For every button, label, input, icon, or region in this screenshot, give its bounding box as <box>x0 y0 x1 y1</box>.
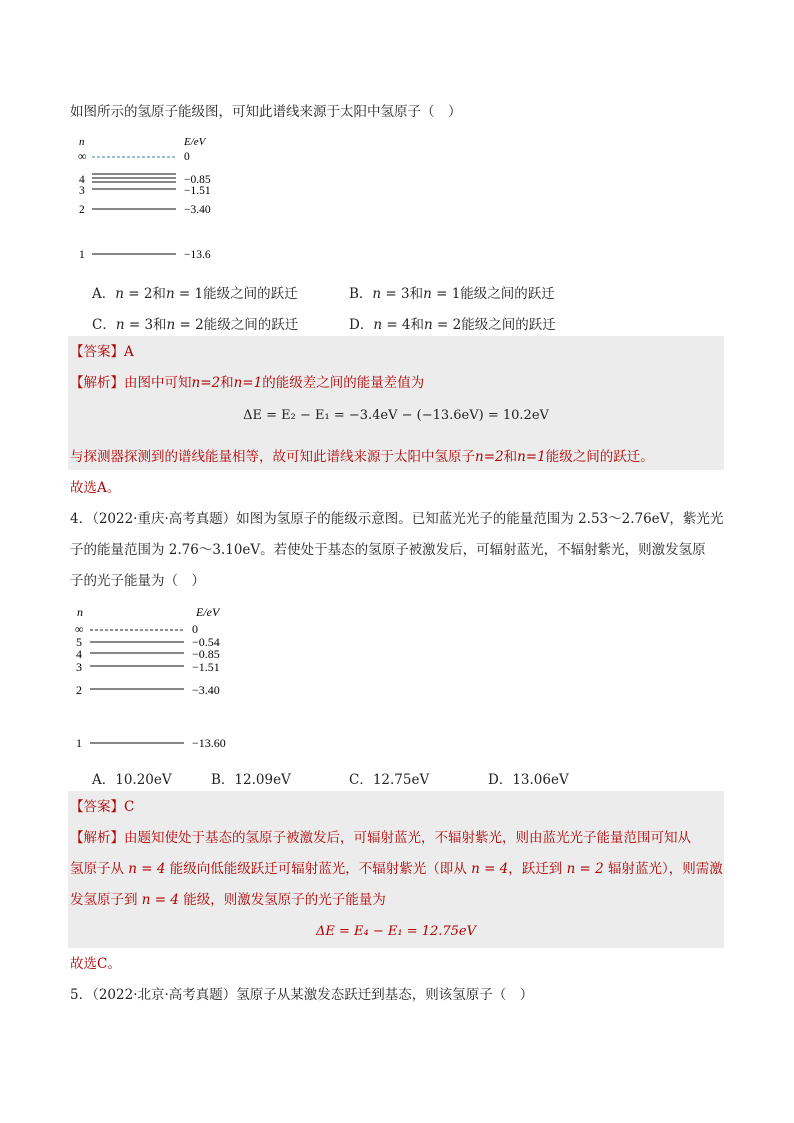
q4-analysis-line-3: 发氢原子到 n = 4 能级，则激发氢原子的光子能量为 <box>70 892 386 908</box>
q4-energy-level-diagram <box>70 602 280 752</box>
q3-level-3-e: −1.51 <box>184 185 211 197</box>
q4-level-2-n: 2 <box>76 683 82 697</box>
q4-level-4-e: −0.85 <box>192 647 220 661</box>
q3-answer-value: A <box>124 344 134 360</box>
q3-option-a[interactable]: A．n = 2和n = 1能级之间的跃迁 <box>92 286 298 302</box>
q3-level-4-n: 4 <box>79 174 85 186</box>
q4-level-3-n: 3 <box>76 660 82 674</box>
q4-level-inf-e: 0 <box>192 622 198 636</box>
q3-e-header: E/eV <box>184 136 206 148</box>
q4-level-3-e: −1.51 <box>192 660 220 674</box>
q3-n-header: n <box>79 136 85 148</box>
q3-answer <box>70 343 134 361</box>
q4-level-5-e: −0.54 <box>192 635 220 649</box>
q3-choice: 故选A。 <box>70 480 121 496</box>
q3-level-3-n: 3 <box>79 185 85 197</box>
q5-stem: 5．（2022·北京·高考真题）氢原子从某激发态跃迁到基态，则该氢原子（ ） <box>70 987 534 1003</box>
q4-stem-line-3: 子的光子能量为（ ） <box>70 573 205 589</box>
q4-choice: 故选C。 <box>70 956 121 972</box>
q3-level-1-e: −13.6 <box>184 249 211 261</box>
q4-formula: ΔE = E₄ − E₁ = 12.75eV <box>315 924 477 939</box>
q4-stem-line-2: 子的能量范围为 2.76～3.10eV。若使处于基态的氢原子被激发后，可辐射蓝光，不辐射紫光，则激发氢原 <box>70 542 706 558</box>
q4-level-4-n: 4 <box>76 647 82 661</box>
q4-answer-value: C <box>124 799 135 815</box>
q3-formula: ΔE = E₂ − E₁ = −3.4eV − (−13.6eV) = 10.2eV <box>243 408 549 423</box>
q4-n-header: n <box>77 605 83 619</box>
q3-level-2-e: −3.40 <box>184 204 211 216</box>
q4-answer <box>70 798 134 816</box>
q4-answer-label: 【答案】 <box>70 799 124 815</box>
q4-option-b[interactable]: B．12.09eV <box>211 772 291 788</box>
q3-level-4-e: −0.85 <box>184 174 211 186</box>
q3-level-inf-n: ∞ <box>78 149 87 163</box>
q3-energy-level-diagram <box>70 134 270 266</box>
q3-analysis-label: 【解析】 <box>70 375 124 391</box>
q4-analysis-label: 【解析】 <box>70 830 124 846</box>
q4-option-c[interactable]: C．12.75eV <box>349 772 430 788</box>
q4-option-d[interactable]: D．13.06eV <box>488 772 569 788</box>
q4-analysis-line-2: 氢原子从 n = 4 能级向低能级跃迁可辐射蓝光，不辐射紫光（即从 n = 4，跃迁到 n = 2 辐射蓝光），则需激 <box>70 861 723 877</box>
q3-stem: 如图所示的氢原子能级图，可知此谱线来源于太阳中氢原子（ ） <box>70 104 462 120</box>
q3-conclusion: 与探测器探测到的谱线能量相等，故可知此谱线来源于太阳中氢原子n=2和n=1能级之间的跃迁。 <box>70 449 654 465</box>
q4-level-1-n: 1 <box>76 736 82 750</box>
q3-option-c[interactable]: C．n = 3和n = 2能级之间的跃迁 <box>92 317 299 333</box>
q3-level-2-n: 2 <box>79 204 85 216</box>
q4-analysis-line-1: 【解析】由题知使处于基态的氢原子被激发后，可辐射蓝光，不辐射紫光，则由蓝光光子能量范围可知从 <box>70 830 691 846</box>
q3-level-1-n: 1 <box>79 249 85 261</box>
q4-level-2-e: −3.40 <box>192 683 220 697</box>
q4-level-1-e: −13.60 <box>192 736 226 750</box>
q4-level-inf-n: ∞ <box>75 622 84 636</box>
q4-option-a[interactable]: A．10.20eV <box>92 772 172 788</box>
q3-option-b[interactable]: B．n = 3和n = 1能级之间的跃迁 <box>349 286 555 302</box>
q3-analysis: 【解析】由图中可知n=2和n=1的能级差之间的能量差值为 <box>70 375 425 391</box>
q3-option-d[interactable]: D．n = 4和n = 2能级之间的跃迁 <box>349 317 556 333</box>
q4-level-5-n: 5 <box>76 635 82 649</box>
q3-level-inf-e: 0 <box>184 151 190 163</box>
q4-e-header: E/eV <box>196 605 220 619</box>
q3-answer-label: 【答案】 <box>70 344 124 360</box>
q4-stem-line-1: 4．（2022·重庆·高考真题）如图为氢原子的能级示意图。已知蓝光光子的能量范围为 2.53～2.76eV，紫光光 <box>70 511 724 527</box>
